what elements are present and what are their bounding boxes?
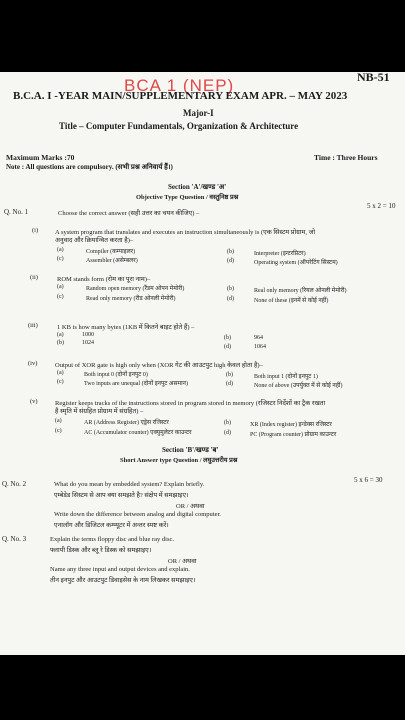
paper-code: NB-51 <box>357 72 390 84</box>
option-text: None of above (उपर्युक्त में से कोई नहीं) <box>254 383 343 389</box>
section-b-heading: Section 'B'/खण्ड 'ब' <box>162 446 219 454</box>
option-text: Two inputs are unequal (दोनों इनपुट असमान) <box>84 381 189 387</box>
mcq-number: (iii) <box>28 322 38 329</box>
option-text: None of these (इनमें से कोई नहीं) <box>254 298 329 304</box>
question-text: एम्बेडेड सिस्टम से आप क्या समझते है? संक्षेप में समझाइए। <box>54 492 189 499</box>
mcq-text: अनुवाद और क्रियान्वित करता है)– <box>55 237 134 244</box>
option-letter: (a) <box>57 332 64 338</box>
option-text: Read only memory (रीड ओनली मेमोरी) <box>86 296 176 302</box>
option-letter: (d) <box>226 381 233 387</box>
paper-title: Title – Computer Fundamentals, Organization & Architecture <box>59 121 299 131</box>
option-text: 1000 <box>82 332 94 338</box>
option-letter: (d) <box>224 344 231 350</box>
question-number: Q. No. 2 <box>2 480 27 488</box>
option-text: Real only memory (रियल ओनली मेमोरी) <box>254 288 347 294</box>
question-text: एनालॉग और डिजिटल कम्प्यूटर में अन्तर स्पष्ट करें। <box>54 522 169 529</box>
option-text: Assembler (असेम्बलर) <box>86 258 138 264</box>
section-b-subheading: Short Answer type Question / लघुउत्तरीय प्रश्न <box>120 457 238 464</box>
max-marks: Maximum Marks :70 <box>6 153 75 162</box>
option-letter: (a) <box>57 247 64 253</box>
question-text: तीन इनपुट और आउटपुट डिवाइसेस के नाम लिखकर समझाइए। <box>50 577 196 584</box>
option-letter: (d) <box>227 296 234 302</box>
option-letter: (b) <box>224 420 231 426</box>
option-text: Both input 1 (दोनों इनपुट 1) <box>254 374 318 380</box>
course-name: Major-I <box>183 108 214 118</box>
option-letter: (c) <box>55 428 62 434</box>
option-text: Random open memory (रैंडम ओपन मेमोरी) <box>86 286 185 292</box>
option-text: Interpreter (इन्टरप्रिटर) <box>254 251 306 257</box>
handwritten-stamp: BCA 1 (NEP) <box>124 76 235 95</box>
option-text: Both input 0 (दोनों इनपुट 0) <box>84 372 148 378</box>
question-text: Name any three input and output devices and explain. <box>50 566 190 573</box>
section-b-marks: 5 x 6 = 30 <box>354 476 383 484</box>
or-separator: OR / अथवा <box>176 503 205 510</box>
question-text: What do you mean by embedded system? Explain briefly. <box>54 481 205 488</box>
option-text: XR (Index register) इन्डेक्स रजिस्टर <box>250 422 332 428</box>
or-separator: OR / अथवा <box>168 558 197 565</box>
option-letter: (b) <box>227 249 234 255</box>
option-letter: (b) <box>226 372 233 378</box>
section-a-subheading: Objective Type Question / वस्तुनिष्ठ प्रश्न <box>136 194 239 201</box>
option-letter: (d) <box>227 258 234 264</box>
question-text: Write down the difference between analog and digital computer. <box>54 511 221 518</box>
section-a-marks: 5 x 2 = 10 <box>367 202 396 210</box>
option-letter: (c) <box>57 379 64 385</box>
option-text: AR (Address Register) एड्रेस रजिस्टर <box>84 420 169 426</box>
mcq-number: (i) <box>32 227 39 234</box>
question-text: फ्लापी डिस्क और ब्लू रे डिस्क को समझाइए। <box>50 547 152 554</box>
exam-time: Time : Three Hours <box>314 153 378 162</box>
option-letter: (a) <box>57 284 64 290</box>
question-text: Explain the terms floppy disc and blue ray disc. <box>50 536 175 543</box>
mcq-number: (ii) <box>30 274 38 281</box>
option-letter: (a) <box>57 370 64 376</box>
option-letter: (b) <box>227 286 234 292</box>
exam-paper <box>0 72 405 655</box>
option-letter: (b) <box>57 340 64 346</box>
exam-note: Note : All questions are compulsory. (सभी प्रश्न अनिवार्य हैं।) <box>6 163 173 171</box>
mcq-number: (v) <box>30 398 38 405</box>
option-letter: (b) <box>224 335 231 341</box>
question-number: Q. No. 1 <box>4 208 29 216</box>
option-text: Operating system (ऑपरेटिंग सिस्टम) <box>254 260 338 266</box>
exam-title: B.C.A. I -YEAR MAIN/SUPPLEMENTARY EXAM APR. – MAY 2023 <box>13 90 348 102</box>
mcq-text: A system program that translates and executes an instruction simultaneously is (एक सिस्टम प्रोग्राम, जो <box>55 229 316 236</box>
option-text: PC (Program counter) प्रोग्राम काउन्टर <box>250 432 337 438</box>
option-letter: (a) <box>55 418 62 424</box>
option-text: Compiler (कम्पाइलर) <box>86 249 136 255</box>
mcq-text: है स्मृति में संग्रहित प्रोग्राम में संग्रहित) – <box>55 408 144 415</box>
question-instruction: Choose the correct answer (सही उत्तर का चयन कीजिए) – <box>58 210 200 217</box>
option-text: AC (Accumulator counter) एक्युमुलेटर काउन्टर <box>84 430 192 436</box>
question-number: Q. No. 3 <box>2 535 27 543</box>
mcq-number: (iv) <box>28 360 38 367</box>
section-a-heading: Section 'A'/खण्ड 'अ' <box>168 183 227 191</box>
mcq-text: Output of XOR gate is high only when (XOR गेट की आउटपुट high केवल होता है)– <box>55 362 263 369</box>
mcq-text: 1 KB is how many bytes (1KB में कितने बाइट होते हैं) – <box>57 324 195 331</box>
option-text: 964 <box>254 335 263 341</box>
mcq-text: Register keeps tracks of the instructions stored in program stored in memory (रजिस्टर निर्देशों का ट्रैक रखता <box>55 400 326 407</box>
option-letter: (d) <box>224 430 231 436</box>
option-text: 1024 <box>82 340 94 346</box>
mcq-text: ROM stands form (रोम का पूरा नाम)– <box>57 276 151 283</box>
option-text: 1064 <box>254 344 266 350</box>
option-letter: (c) <box>57 294 64 300</box>
option-letter: (c) <box>57 256 64 262</box>
